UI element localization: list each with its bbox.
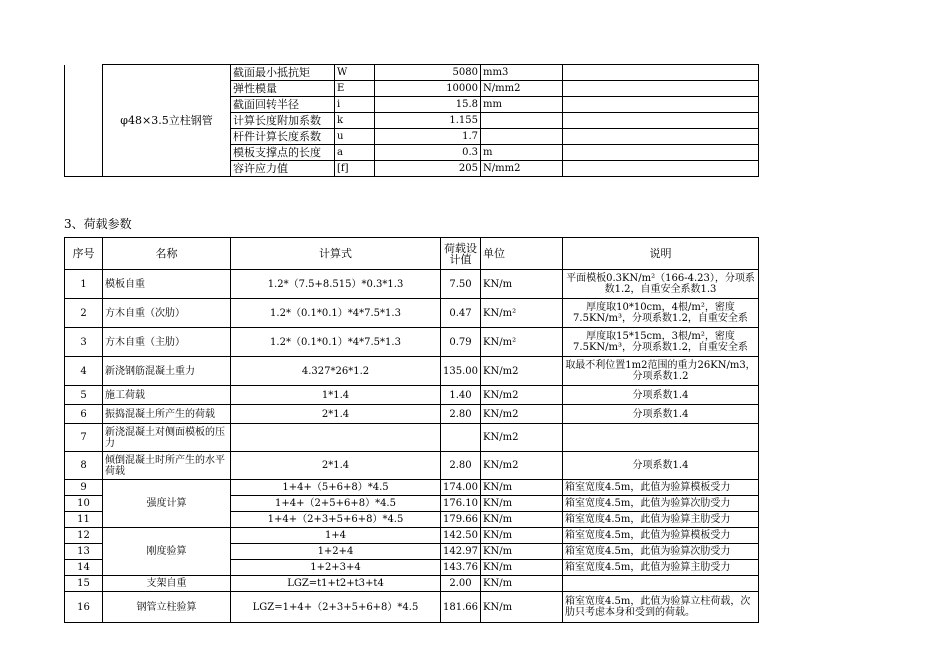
row-formula: 1.2*（0.1*0.1）*4*7.5*1.3 [231, 328, 441, 357]
row-no: 12 [65, 528, 103, 544]
steel-pipe-parameter-table [64, 64, 759, 177]
table-row [65, 576, 759, 592]
row-name: 新浇钢筋混凝土重力 [103, 357, 231, 386]
row-no: 5 [65, 386, 103, 405]
row-no: 13 [65, 544, 103, 560]
header-unit: 单位 [481, 238, 563, 270]
empty-cell [563, 97, 759, 113]
row-formula: 1+4+（2+5+6+8）*4.5 [231, 496, 441, 512]
table-row [65, 357, 759, 386]
row-note: 分项系数1.4 [563, 386, 759, 405]
param-unit: mm [481, 97, 563, 113]
param-name: 弹性模量 [231, 81, 335, 97]
row-no: 8 [65, 452, 103, 480]
row-formula: LGZ=t1+t2+t3+t4 [231, 576, 441, 592]
param-name: 杆件计算长度系数 [231, 129, 335, 145]
table-row [65, 592, 759, 623]
param-value: 1.7 [375, 129, 481, 145]
empty-cell [563, 113, 759, 129]
section-title: 3、荷载参数 [64, 217, 132, 231]
table-row [65, 299, 759, 328]
row-note: 分项系数1.4 [563, 452, 759, 480]
param-value: 1.155 [375, 113, 481, 129]
param-name: 容许应力值 [231, 161, 335, 177]
row-note [563, 576, 759, 592]
param-symbol: a [335, 145, 375, 161]
row-unit: KN/m2 [481, 386, 563, 405]
row-name: 倾倒混凝土时所产生的水平荷载 [103, 452, 231, 480]
row-name: 新浇混凝土对侧面模板的压力 [103, 424, 231, 452]
param-symbol: [f] [335, 161, 375, 177]
row-value [441, 424, 481, 452]
row-note [563, 424, 759, 452]
row-unit: KN/m [481, 496, 563, 512]
row-no: 6 [65, 405, 103, 424]
empty-cell [563, 129, 759, 145]
row-name: 支架自重 [103, 576, 231, 592]
row-value: 2.00 [441, 576, 481, 592]
header-note: 说明 [563, 238, 759, 270]
table-row [65, 65, 759, 81]
row-note: 箱室宽度4.5m，此值为验算次肋受力 [563, 544, 759, 560]
row-note: 箱室宽度4.5m，此值为验算模板受力 [563, 528, 759, 544]
row-note: 箱室宽度4.5m，此值为验算模板受力 [563, 480, 759, 496]
row-unit: KN/m² [481, 299, 563, 328]
table-row [65, 480, 759, 496]
empty-cell [563, 65, 759, 81]
param-symbol: u [335, 129, 375, 145]
row-unit: KN/m [481, 528, 563, 544]
row-unit: KN/m [481, 592, 563, 623]
param-name: 计算长度附加系数 [231, 113, 335, 129]
row-formula: 2*1.4 [231, 405, 441, 424]
table-row [65, 424, 759, 452]
header-name: 名称 [103, 238, 231, 270]
param-unit [481, 129, 563, 145]
param-symbol: W [335, 65, 375, 81]
param-name: 截面回转半径 [231, 97, 335, 113]
param-unit: m [481, 145, 563, 161]
table-row [65, 270, 759, 299]
row-no: 10 [65, 496, 103, 512]
row-value: 142.50 [441, 528, 481, 544]
row-formula: 4.327*26*1.2 [231, 357, 441, 386]
row-no: 14 [65, 560, 103, 576]
table-row [65, 328, 759, 357]
row-no: 16 [65, 592, 103, 623]
load-parameter-table [64, 237, 759, 623]
row-formula: LGZ=1+4+（2+3+5+6+8）*4.5 [231, 592, 441, 623]
row-name: 钢管立柱验算 [103, 592, 231, 623]
param-value: 10000 [375, 81, 481, 97]
row-note: 箱室宽度4.5m，此值为验算主肋受力 [563, 560, 759, 576]
row-unit: KN/m² [481, 328, 563, 357]
param-symbol: i [335, 97, 375, 113]
row-value: 179.66 [441, 512, 481, 528]
row-value: 142.97 [441, 544, 481, 560]
param-unit: N/mm2 [481, 161, 563, 177]
row-value: 174.00 [441, 480, 481, 496]
row-unit: KN/m [481, 270, 563, 299]
param-name: 模板支撑点的长度 [231, 145, 335, 161]
param-unit: mm3 [481, 65, 563, 81]
table-header-row [65, 238, 759, 270]
row-formula: 1+4+（5+6+8）*4.5 [231, 480, 441, 496]
param-value: 5080 [375, 65, 481, 81]
row-formula: 1*1.4 [231, 386, 441, 405]
row-formula: 1+4 [231, 528, 441, 544]
row-unit: KN/m [481, 480, 563, 496]
row-name: 方木自重（主肋） [103, 328, 231, 357]
row-note: 箱室宽度4.5m，此值为验算次肋受力 [563, 496, 759, 512]
row-value: 2.80 [441, 452, 481, 480]
row-unit: KN/m2 [481, 405, 563, 424]
row-value: 135.00 [441, 357, 481, 386]
row-formula: 1+2+4 [231, 544, 441, 560]
row-unit: KN/m [481, 576, 563, 592]
row-unit: KN/m [481, 544, 563, 560]
empty-cell [563, 145, 759, 161]
row-no: 15 [65, 576, 103, 592]
row-formula: 1.2*（0.1*0.1）*4*7.5*1.3 [231, 299, 441, 328]
row-unit: KN/m2 [481, 357, 563, 386]
param-value: 0.3 [375, 145, 481, 161]
param-name: 截面最小抵抗矩 [231, 65, 335, 81]
row-formula: 1.2*（7.5+8.515）*0.3*1.3 [231, 270, 441, 299]
header-formula: 计算式 [231, 238, 441, 270]
row-value: 0.79 [441, 328, 481, 357]
row-value: 7.50 [441, 270, 481, 299]
row-name: 方木自重（次肋） [103, 299, 231, 328]
table-row [65, 386, 759, 405]
table-row [65, 405, 759, 424]
row-name: 振捣混凝土所产生的荷载 [103, 405, 231, 424]
table-row [65, 528, 759, 544]
param-value: 205 [375, 161, 481, 177]
row-note: 箱室宽度4.5m，此值为验算立柱荷载，次肋只考虑本身和受到的荷载。 [563, 592, 759, 623]
empty-cell [65, 65, 103, 177]
row-no: 11 [65, 512, 103, 528]
row-formula: 1+4+（2+3+5+6+8）*4.5 [231, 512, 441, 528]
row-value: 1.40 [441, 386, 481, 405]
row-unit: KN/m2 [481, 452, 563, 480]
param-unit: N/mm2 [481, 81, 563, 97]
row-no: 4 [65, 357, 103, 386]
param-value: 15.8 [375, 97, 481, 113]
row-unit: KN/m [481, 560, 563, 576]
row-value: 176.10 [441, 496, 481, 512]
row-note: 厚度取15*15cm，3根/m²，密度7.5KN/m³，分项系数1.2，自重安全系 [563, 328, 759, 357]
param-symbol: E [335, 81, 375, 97]
row-name: 刚度验算 [103, 528, 231, 576]
row-unit: KN/m2 [481, 424, 563, 452]
row-note: 厚度取10*10cm，4根/m²，密度7.5KN/m³，分项系数1.2，自重安全系 [563, 299, 759, 328]
param-unit [481, 113, 563, 129]
empty-cell [563, 81, 759, 97]
empty-cell [563, 161, 759, 177]
table-row [65, 452, 759, 480]
row-unit: KN/m [481, 512, 563, 528]
row-value: 0.47 [441, 299, 481, 328]
header-no: 序号 [65, 238, 103, 270]
row-name: 模板自重 [103, 270, 231, 299]
row-note: 平面模板0.3KN/m²（166-4.23），分项系数1.2，自重安全系数1.3 [563, 270, 759, 299]
row-value: 143.76 [441, 560, 481, 576]
row-name: 强度计算 [103, 480, 231, 528]
header-value: 荷载设计值 [441, 238, 481, 270]
row-note: 箱室宽度4.5m，此值为验算主肋受力 [563, 512, 759, 528]
row-formula: 2*1.4 [231, 452, 441, 480]
row-note: 取最不利位置1m2范围的重力26KN/m3，分项系数1.2 [563, 357, 759, 386]
param-symbol: k [335, 113, 375, 129]
row-formula [231, 424, 441, 452]
row-no: 9 [65, 480, 103, 496]
row-no: 7 [65, 424, 103, 452]
row-no: 2 [65, 299, 103, 328]
component-name: φ48×3.5立柱钢管 [103, 65, 231, 177]
row-name: 施工荷载 [103, 386, 231, 405]
row-formula: 1+2+3+4 [231, 560, 441, 576]
row-value: 181.66 [441, 592, 481, 623]
row-no: 3 [65, 328, 103, 357]
row-note: 分项系数1.4 [563, 405, 759, 424]
row-value: 2.80 [441, 405, 481, 424]
row-no: 1 [65, 270, 103, 299]
